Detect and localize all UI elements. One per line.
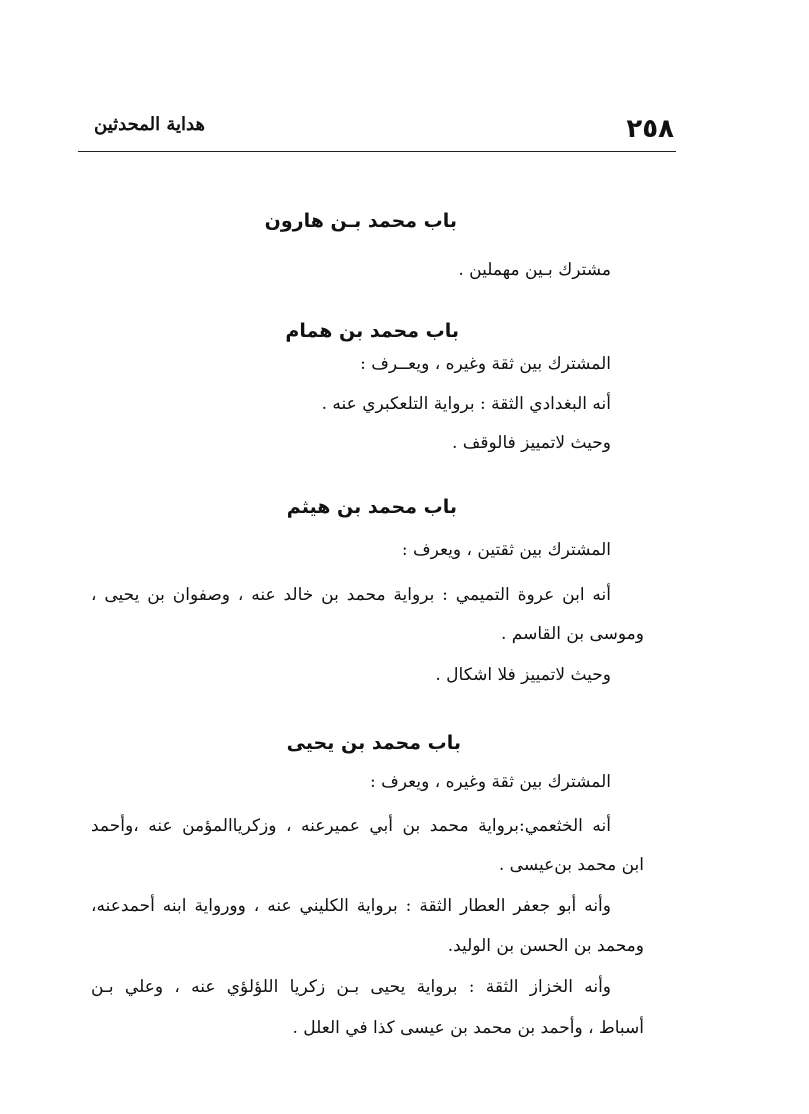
section-heading: باب محمد بن هيثم [286,496,457,518]
text-line: وأنه الخزاز الثقة : برواية يحيى بـن زكريا اللؤلؤي عنه ، وعلي بـن [91,977,611,997]
text-line: أنه ابن عروة التميمي : برواية محمد بن خالد عنه ، وصفوان بن يحيى ، [91,585,611,605]
text-line: ومحمد بن الحسن بن الوليد. [447,936,644,956]
text-line: أسباط ، وأحمد بن محمد بن عيسى كذا في العلل . [292,1018,644,1038]
text-line: المشترك بين ثقة وغيره ، ويعــرف : [360,354,611,374]
text-line: وموسى بن القاسم . [500,624,644,644]
text-line: أنه الخثعمي:برواية محمد بن أبي عميرعنه ، وزكرياالمؤمن عنه ،وأحمد [91,816,611,836]
text-line: وحيث لاتمييز فلا اشكال . [435,665,611,685]
section-heading: باب محمد بن همام [285,320,459,342]
header-divider [78,151,676,152]
text-line: المشترك بين ثقة وغيره ، ويعرف : [370,772,611,792]
section-heading: باب محمد بـن هارون [264,210,457,232]
text-line: وحيث لاتمييز فالوقف . [451,433,611,453]
text-line: ابن محمد بن‌عيسى . [498,855,644,875]
section-heading: باب محمد بن يحيى [286,732,461,754]
text-line: وأنه أبو جعفر العطار الثقة : برواية الكليني عنه ، وورواية ابنه أحمدعنه، [91,896,611,916]
running-header [78,112,676,146]
text-line: أنه البغدادي الثقة : برواية التلعكبري عنه . [321,394,611,414]
page-number: ٢٥٨ [626,114,674,144]
text-line: مشترك بـين مهملين . [458,260,611,280]
text-line: المشترك بين ثقتين ، ويعرف : [401,540,611,560]
book-title: هداية المحدثين [94,114,205,135]
